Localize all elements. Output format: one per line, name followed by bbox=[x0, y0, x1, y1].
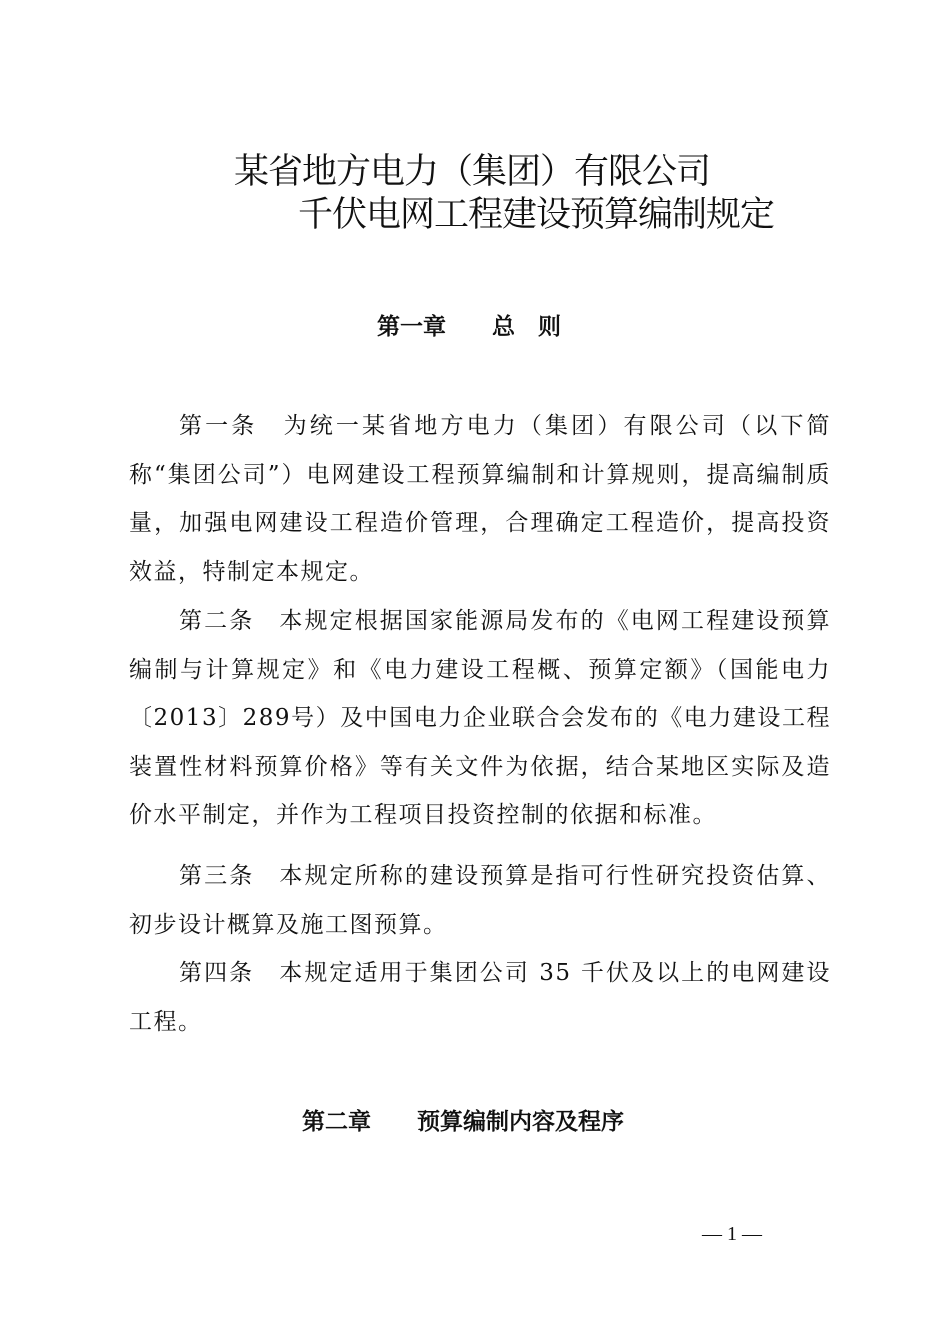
article-2: 第二条 本规定根据国家能源局发布的《电网工程建设预算编制与计算规定》和《电力建设工程概、预算定额》（国能电力〔2013〕289号）及中国电力企业联合会发布的《电力建设工程装置性材料预算价格》等有关文件为依据，结合某地区实际及造价水平制定，并作为工程项目投资控制的依据和标准。 bbox=[129, 608, 831, 828]
chapter-heading-1: 第一章 总 则 bbox=[377, 314, 561, 340]
document-title-line-2: 千伏电网工程建设预算编制规定 bbox=[298, 195, 775, 235]
article-1: 第一条 为统一某省地方电力（集团）有限公司（以下简称“集团公司”）电网建设工程预算编制和计算规则，提高编制质量，加强电网建设工程造价管理，合理确定工程造价，提高投资效益，特制定本规定。 bbox=[129, 413, 831, 585]
article-3: 第三条 本规定所称的建设预算是指可行性研究投资估算、初步设计概算及施工图预算。 bbox=[129, 863, 831, 938]
article-4: 第四条 本规定适用于集团公司 35 千伏及以上的电网建设工程。 bbox=[129, 960, 831, 1035]
document-title-line-1: 某省地方电力（集团）有限公司 bbox=[234, 152, 711, 192]
chapter-heading-2: 第二章 预算编制内容及程序 bbox=[302, 1109, 624, 1135]
page-number: — 1 — bbox=[702, 1223, 762, 1245]
